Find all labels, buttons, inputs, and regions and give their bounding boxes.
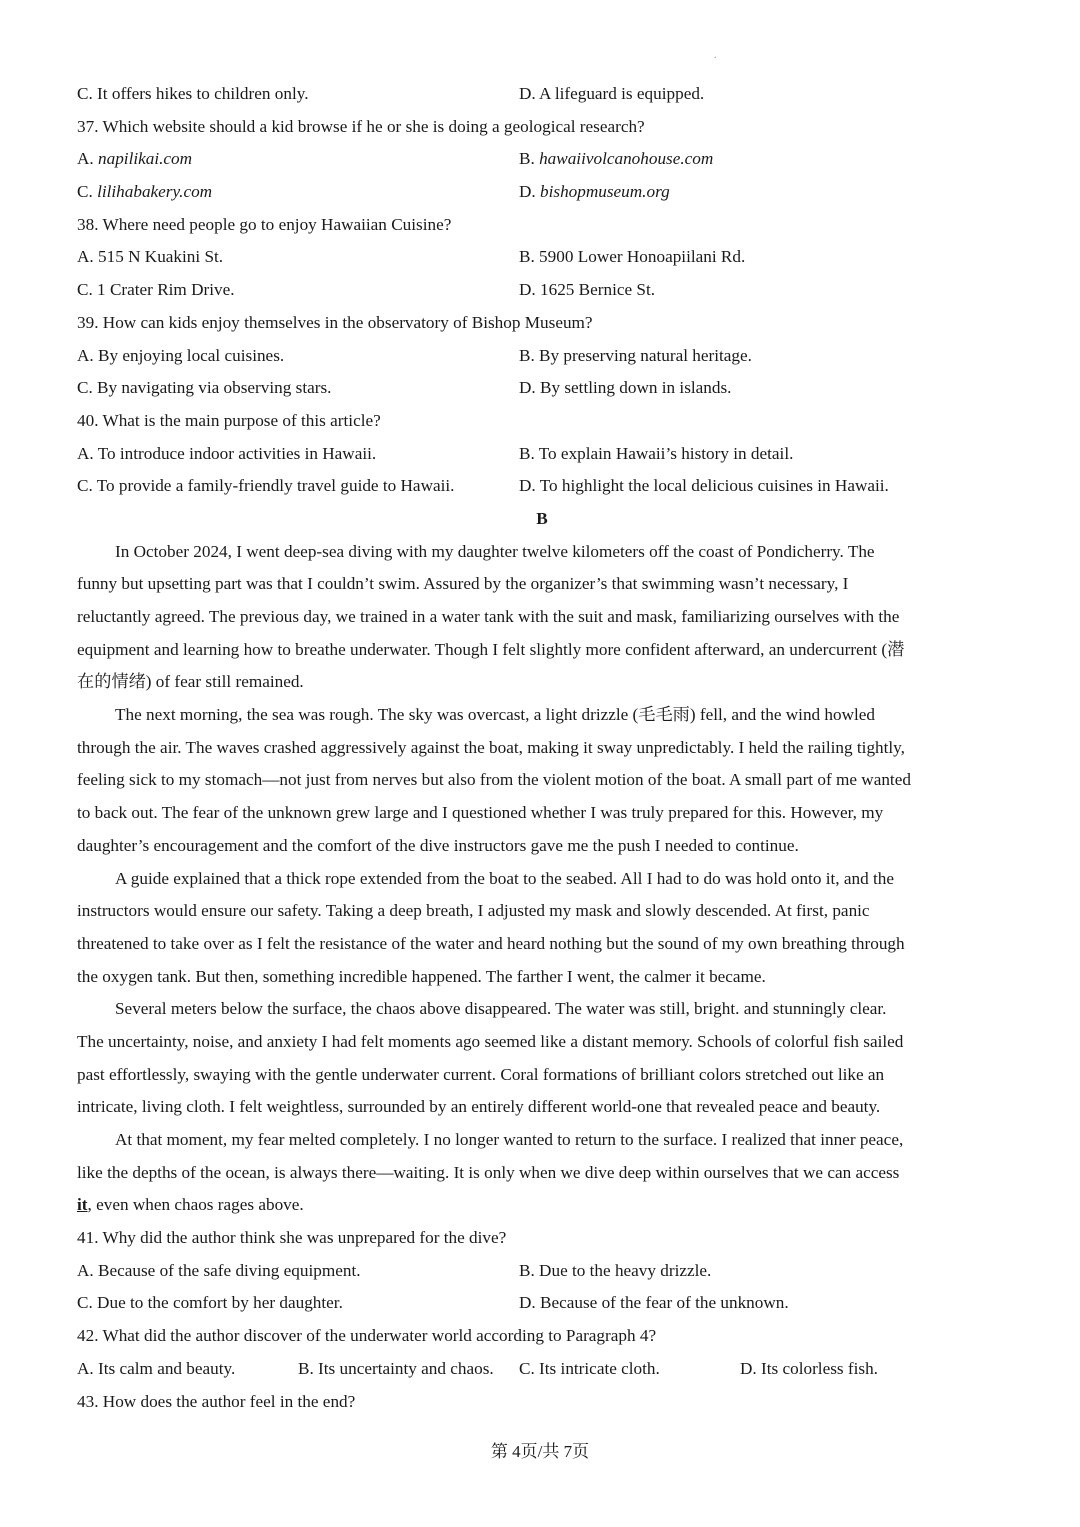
q37-option-c-text: lilihabakery.com [97, 182, 213, 202]
passage-paragraph-4 [77, 993, 1007, 1124]
paragraph-line: to back out. The fear of the unknown grew large and I questioned whether I was truly prepared for this. However, my [77, 803, 884, 823]
q37-stem: 37. Which website should a kid browse if he or she is doing a geological research? [77, 116, 645, 136]
scan-mark: . [714, 50, 717, 61]
section-b-title: B [536, 508, 548, 528]
q41-option-b: B. Due to the heavy drizzle. [519, 1260, 712, 1280]
paragraph-line: equipment and learning how to breathe underwater. Though I felt slightly more confident afterward, an undercurrent (潜 [77, 639, 905, 659]
paragraph-line: funny but upsetting part was that I couldn’t swim. Assured by the organizer’s that swimming wasn’t necessary, I [77, 574, 849, 594]
q37-options-ab [77, 143, 1007, 176]
paragraph-line: reluctantly agreed. The previous day, we trained in a water tank with the suit and mask, familiarizing ourselves with the [77, 607, 900, 626]
q38-option-d: D. 1625 Bernice St. [519, 280, 656, 300]
q37-option-c [77, 176, 519, 209]
q40-options-ab [77, 438, 1007, 471]
paragraph-line: the oxygen tank. But then, something incredible happened. The farther I went, the calmer it became. [77, 966, 766, 986]
paragraph-line: daughter’s encouragement and the comfort of the dive instructors gave me the push I needed to continue. [77, 835, 799, 855]
q38-option-c: C. 1 Crater Rim Drive. [77, 280, 235, 300]
paragraph-line: The next morning, the sea was rough. The sky was overcast, a light drizzle (毛毛雨) fell, and the wind howled [115, 705, 876, 725]
q38-options-ab [77, 241, 1007, 274]
q40-option-b: B. To explain Hawaii’s history in detail. [519, 443, 794, 463]
q42-option-b: B. Its uncertainty and chaos. [298, 1358, 494, 1378]
q37-option-b-text: hawaiivolcanohouse.com [539, 149, 714, 169]
paragraph-line: At that moment, my fear melted completely. I no longer wanted to return to the surface. I realized that inner peace, [115, 1130, 904, 1149]
underlined-word-it: it [77, 1195, 88, 1215]
paragraph-line: The uncertainty, noise, and anxiety I had felt moments ago seemed like a distant memory. Schools of colorful fish sailed [77, 1031, 904, 1051]
q36-options-cd [77, 78, 1007, 111]
passage-paragraph-3 [77, 863, 1007, 994]
q39-option-d: D. By settling down in islands. [519, 378, 732, 398]
q41-stem: 41. Why did the author think she was unprepared for the dive? [77, 1228, 507, 1248]
q37-option-b-letter: B. [519, 149, 540, 169]
q42-option-d: D. Its colorless fish. [740, 1358, 878, 1378]
q40-options-cd [77, 470, 1007, 503]
page-number-footer: 第 4页/共 7页 [490, 1442, 590, 1461]
q39-option-a: A. By enjoying local cuisines. [77, 345, 285, 365]
paragraph-line: intricate, living cloth. I felt weightless, surrounded by an entirely different world-one that revealed peace and beauty. [77, 1097, 881, 1117]
q36-option-c: C. It offers hikes to children only. [77, 84, 309, 103]
q41-option-c: C. Due to the comfort by her daughter. [77, 1293, 343, 1313]
paragraph-line: through the air. The waves crashed aggressively against the boat, making it sway unpredictably. I held the railing tightly, [77, 737, 905, 757]
q37-option-a-letter: A. [77, 149, 99, 169]
paragraph-line: Several meters below the surface, the chaos above disappeared. The water was still, bright. and stunningly clear. [115, 999, 887, 1019]
q40-option-d: D. To highlight the local delicious cuisines in Hawaii. [519, 476, 889, 496]
q38-options-cd [77, 274, 1007, 307]
q40-option-a: A. To introduce indoor activities in Hawaii. [77, 443, 377, 463]
q40-option-c: C. To provide a family-friendly travel guide to Hawaii. [77, 476, 455, 496]
q37-option-b [519, 143, 961, 176]
q38-option-b: B. 5900 Lower Honoapiilani Rd. [519, 247, 746, 267]
q39-options-ab [77, 340, 1007, 373]
passage-paragraph-1 [77, 536, 1007, 699]
paragraph-line: In October 2024, I went deep-sea diving with my daughter twelve kilometers off the coast of Pondicherry. The [115, 541, 875, 561]
q42-options [77, 1353, 1007, 1386]
paragraph-line: like the depths of the ocean, is always there—waiting. It is only when we dive deep within ourselves that we can access [77, 1162, 900, 1182]
q43-stem: 43. How does the author feel in the end? [77, 1391, 356, 1411]
q37-options-cd [77, 176, 1007, 209]
q39-options-cd [77, 372, 1007, 405]
q41-option-d: D. Because of the fear of the unknown. [519, 1293, 789, 1313]
q41-options-ab [77, 1255, 1007, 1288]
q39-option-c: C. By navigating via observing stars. [77, 378, 332, 398]
q41-option-a: A. Because of the safe diving equipment. [77, 1260, 361, 1280]
q42-option-a: A. Its calm and beauty. [77, 1358, 236, 1378]
paragraph-line: feeling sick to my stomach—not just from nerves but also from the violent motion of the boat. A small part of me wanted [77, 770, 911, 790]
q38-option-a: A. 515 N Kuakini St. [77, 247, 224, 267]
paragraph-line-last-rest: , even when chaos rages above. [87, 1195, 304, 1215]
q36-option-d: D. A lifeguard is equipped. [519, 84, 705, 103]
paragraph-line: 在的情绪) of fear still remained. [77, 672, 304, 692]
q39-stem: 39. How can kids enjoy themselves in the observatory of Bishop Museum? [77, 312, 593, 332]
q42-stem: 42. What did the author discover of the underwater world according to Paragraph 4? [77, 1326, 657, 1346]
q41-options-cd [77, 1287, 1007, 1320]
q37-option-a-text: napilikai.com [98, 149, 193, 169]
q37-option-a [77, 143, 519, 176]
exam-page [77, 78, 1007, 1418]
q38-stem: 38. Where need people go to enjoy Hawaiian Cuisine? [77, 214, 452, 234]
paragraph-line-last [77, 1189, 1007, 1222]
q37-option-d [519, 176, 961, 209]
q40-stem: 40. What is the main purpose of this article? [77, 410, 381, 430]
paragraph-line: threatened to take over as I felt the resistance of the water and heard nothing but the sound of my own breathing through [77, 933, 905, 953]
passage-paragraph-2 [77, 699, 1007, 862]
paragraph-line: A guide explained that a thick rope extended from the boat to the seabed. All I had to do was hold onto it, and the [115, 868, 894, 888]
paragraph-line: past effortlessly, swaying with the gentle underwater current. Coral formations of brilliant colors stretched out like an [77, 1064, 885, 1084]
q42-option-c: C. Its intricate cloth. [519, 1358, 660, 1378]
q39-option-b: B. By preserving natural heritage. [519, 345, 752, 365]
q37-option-d-text: bishopmuseum.org [540, 182, 670, 202]
q37-option-c-letter: C. [77, 182, 98, 202]
passage-paragraph-5 [77, 1124, 1007, 1222]
q37-option-d-letter: D. [519, 182, 541, 202]
paragraph-line: instructors would ensure our safety. Taking a deep breath, I adjusted my mask and slowly descended. At first, panic [77, 901, 870, 921]
